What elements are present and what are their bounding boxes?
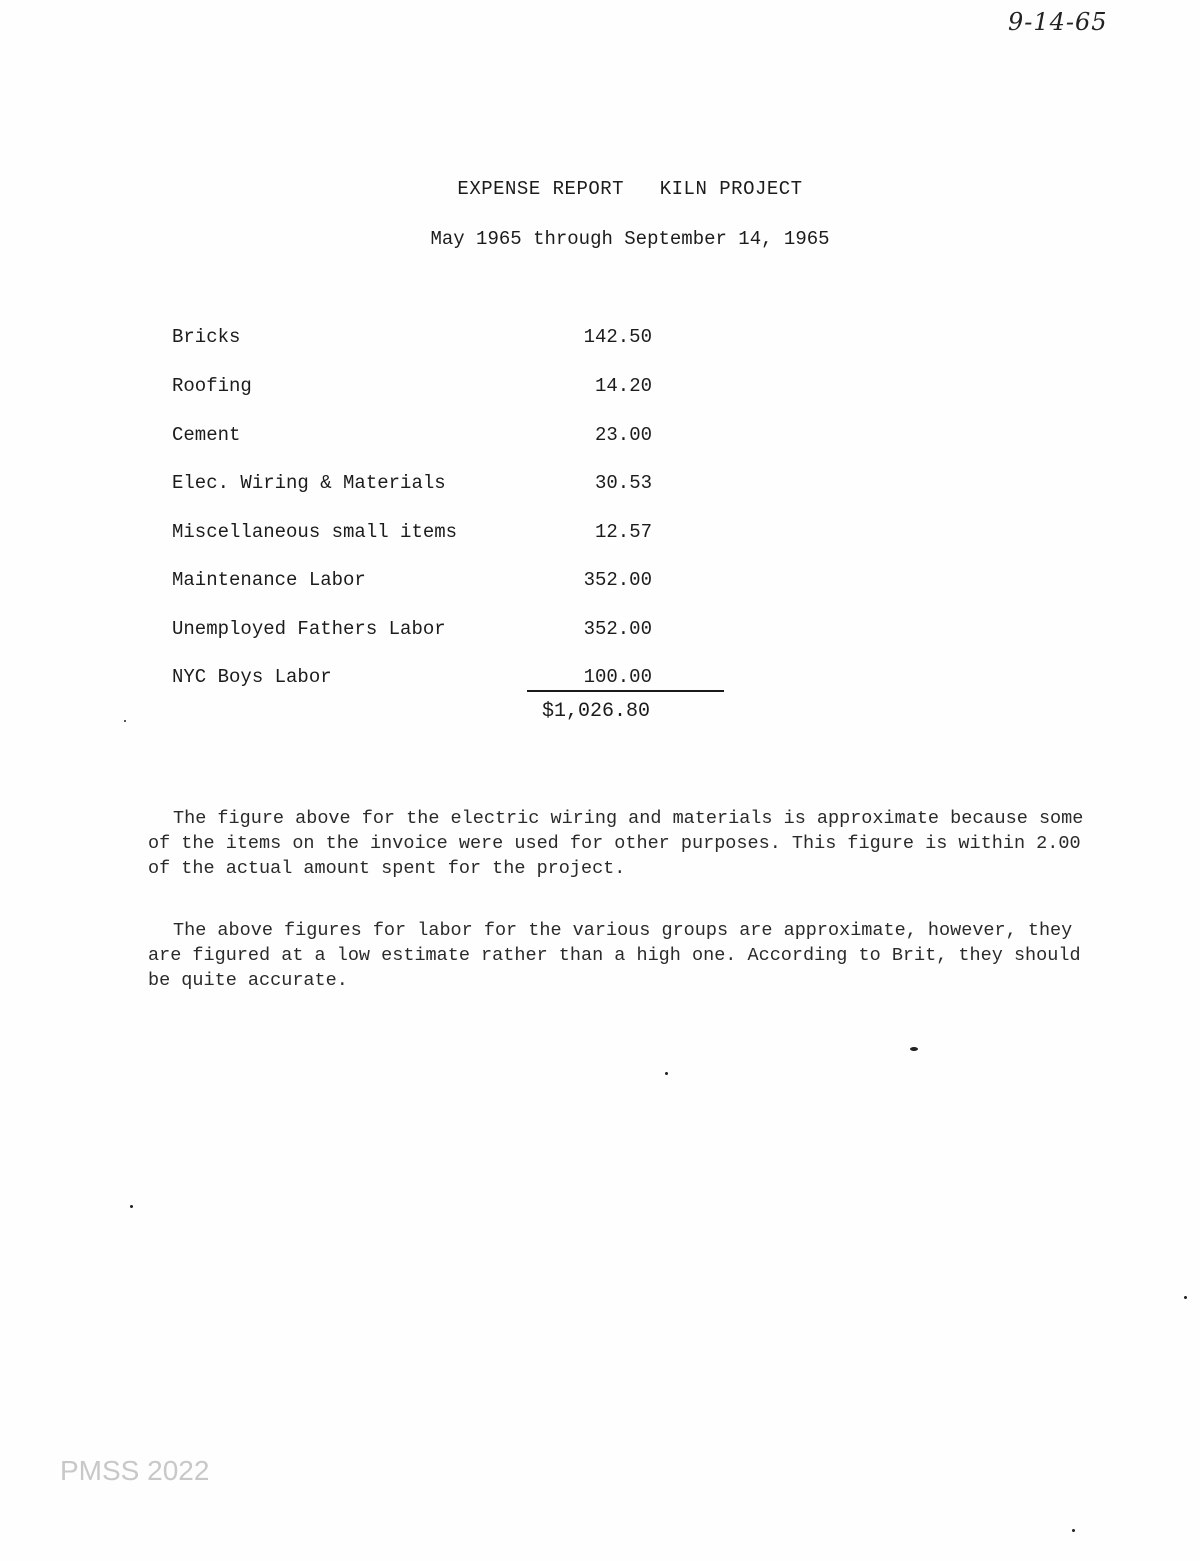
expense-row <box>172 569 652 595</box>
expense-label: Elec. Wiring & Materials <box>172 472 446 494</box>
ink-speck <box>1072 1529 1075 1532</box>
expense-total: $1,026.80 <box>541 700 650 723</box>
ink-speck <box>1184 1296 1187 1299</box>
expense-label: NYC Boys Labor <box>172 666 332 688</box>
expense-row <box>172 666 652 692</box>
note-paragraph <box>148 806 1108 881</box>
expense-amount: 14.20 <box>594 375 652 397</box>
expense-row <box>172 472 652 498</box>
expense-amount: 23.00 <box>594 424 652 446</box>
expense-row <box>172 618 652 644</box>
note-paragraph <box>148 918 1108 993</box>
handwritten-date: 9-14-65 <box>1008 8 1108 36</box>
expense-amount: 100.00 <box>583 666 652 688</box>
ink-speck <box>130 1205 133 1208</box>
expense-row <box>172 521 652 547</box>
expense-amount: 12.57 <box>594 521 652 543</box>
note-text: The above figures for labor for the various groups are approximate, however, they are figured at a low estimate rather than a high one. According to Brit, they should be quite accurate. <box>148 920 1081 991</box>
archive-watermark: PMSS 2022 <box>60 1455 210 1486</box>
expense-label: Cement <box>172 424 241 446</box>
expense-label: Maintenance Labor <box>172 569 366 591</box>
expense-label: Unemployed Fathers Labor <box>172 618 446 640</box>
ink-speck <box>665 1072 668 1075</box>
note-text: The figure above for the electric wiring and materials is approximate because some of the items on the invoice were used for other purposes. This figure is within 2.00 of the actual amount spent for the project. <box>148 808 1084 879</box>
expense-row <box>172 424 652 450</box>
total-underline <box>527 690 724 692</box>
ink-speck <box>910 1047 918 1051</box>
expense-amount: 352.00 <box>583 569 652 591</box>
report-title: EXPENSE REPORT KILN PROJECT <box>457 178 803 200</box>
expense-label: Roofing <box>172 375 252 397</box>
expense-label: Miscellaneous small items <box>172 521 458 543</box>
expense-amount: 142.50 <box>583 326 652 348</box>
expense-row <box>172 375 652 401</box>
expense-row <box>172 326 652 352</box>
expense-amount: 352.00 <box>583 618 652 640</box>
expense-label: Bricks <box>172 326 241 348</box>
ink-speck <box>124 720 126 722</box>
report-period: May 1965 through September 14, 1965 <box>430 228 830 250</box>
expense-amount: 30.53 <box>594 472 652 494</box>
